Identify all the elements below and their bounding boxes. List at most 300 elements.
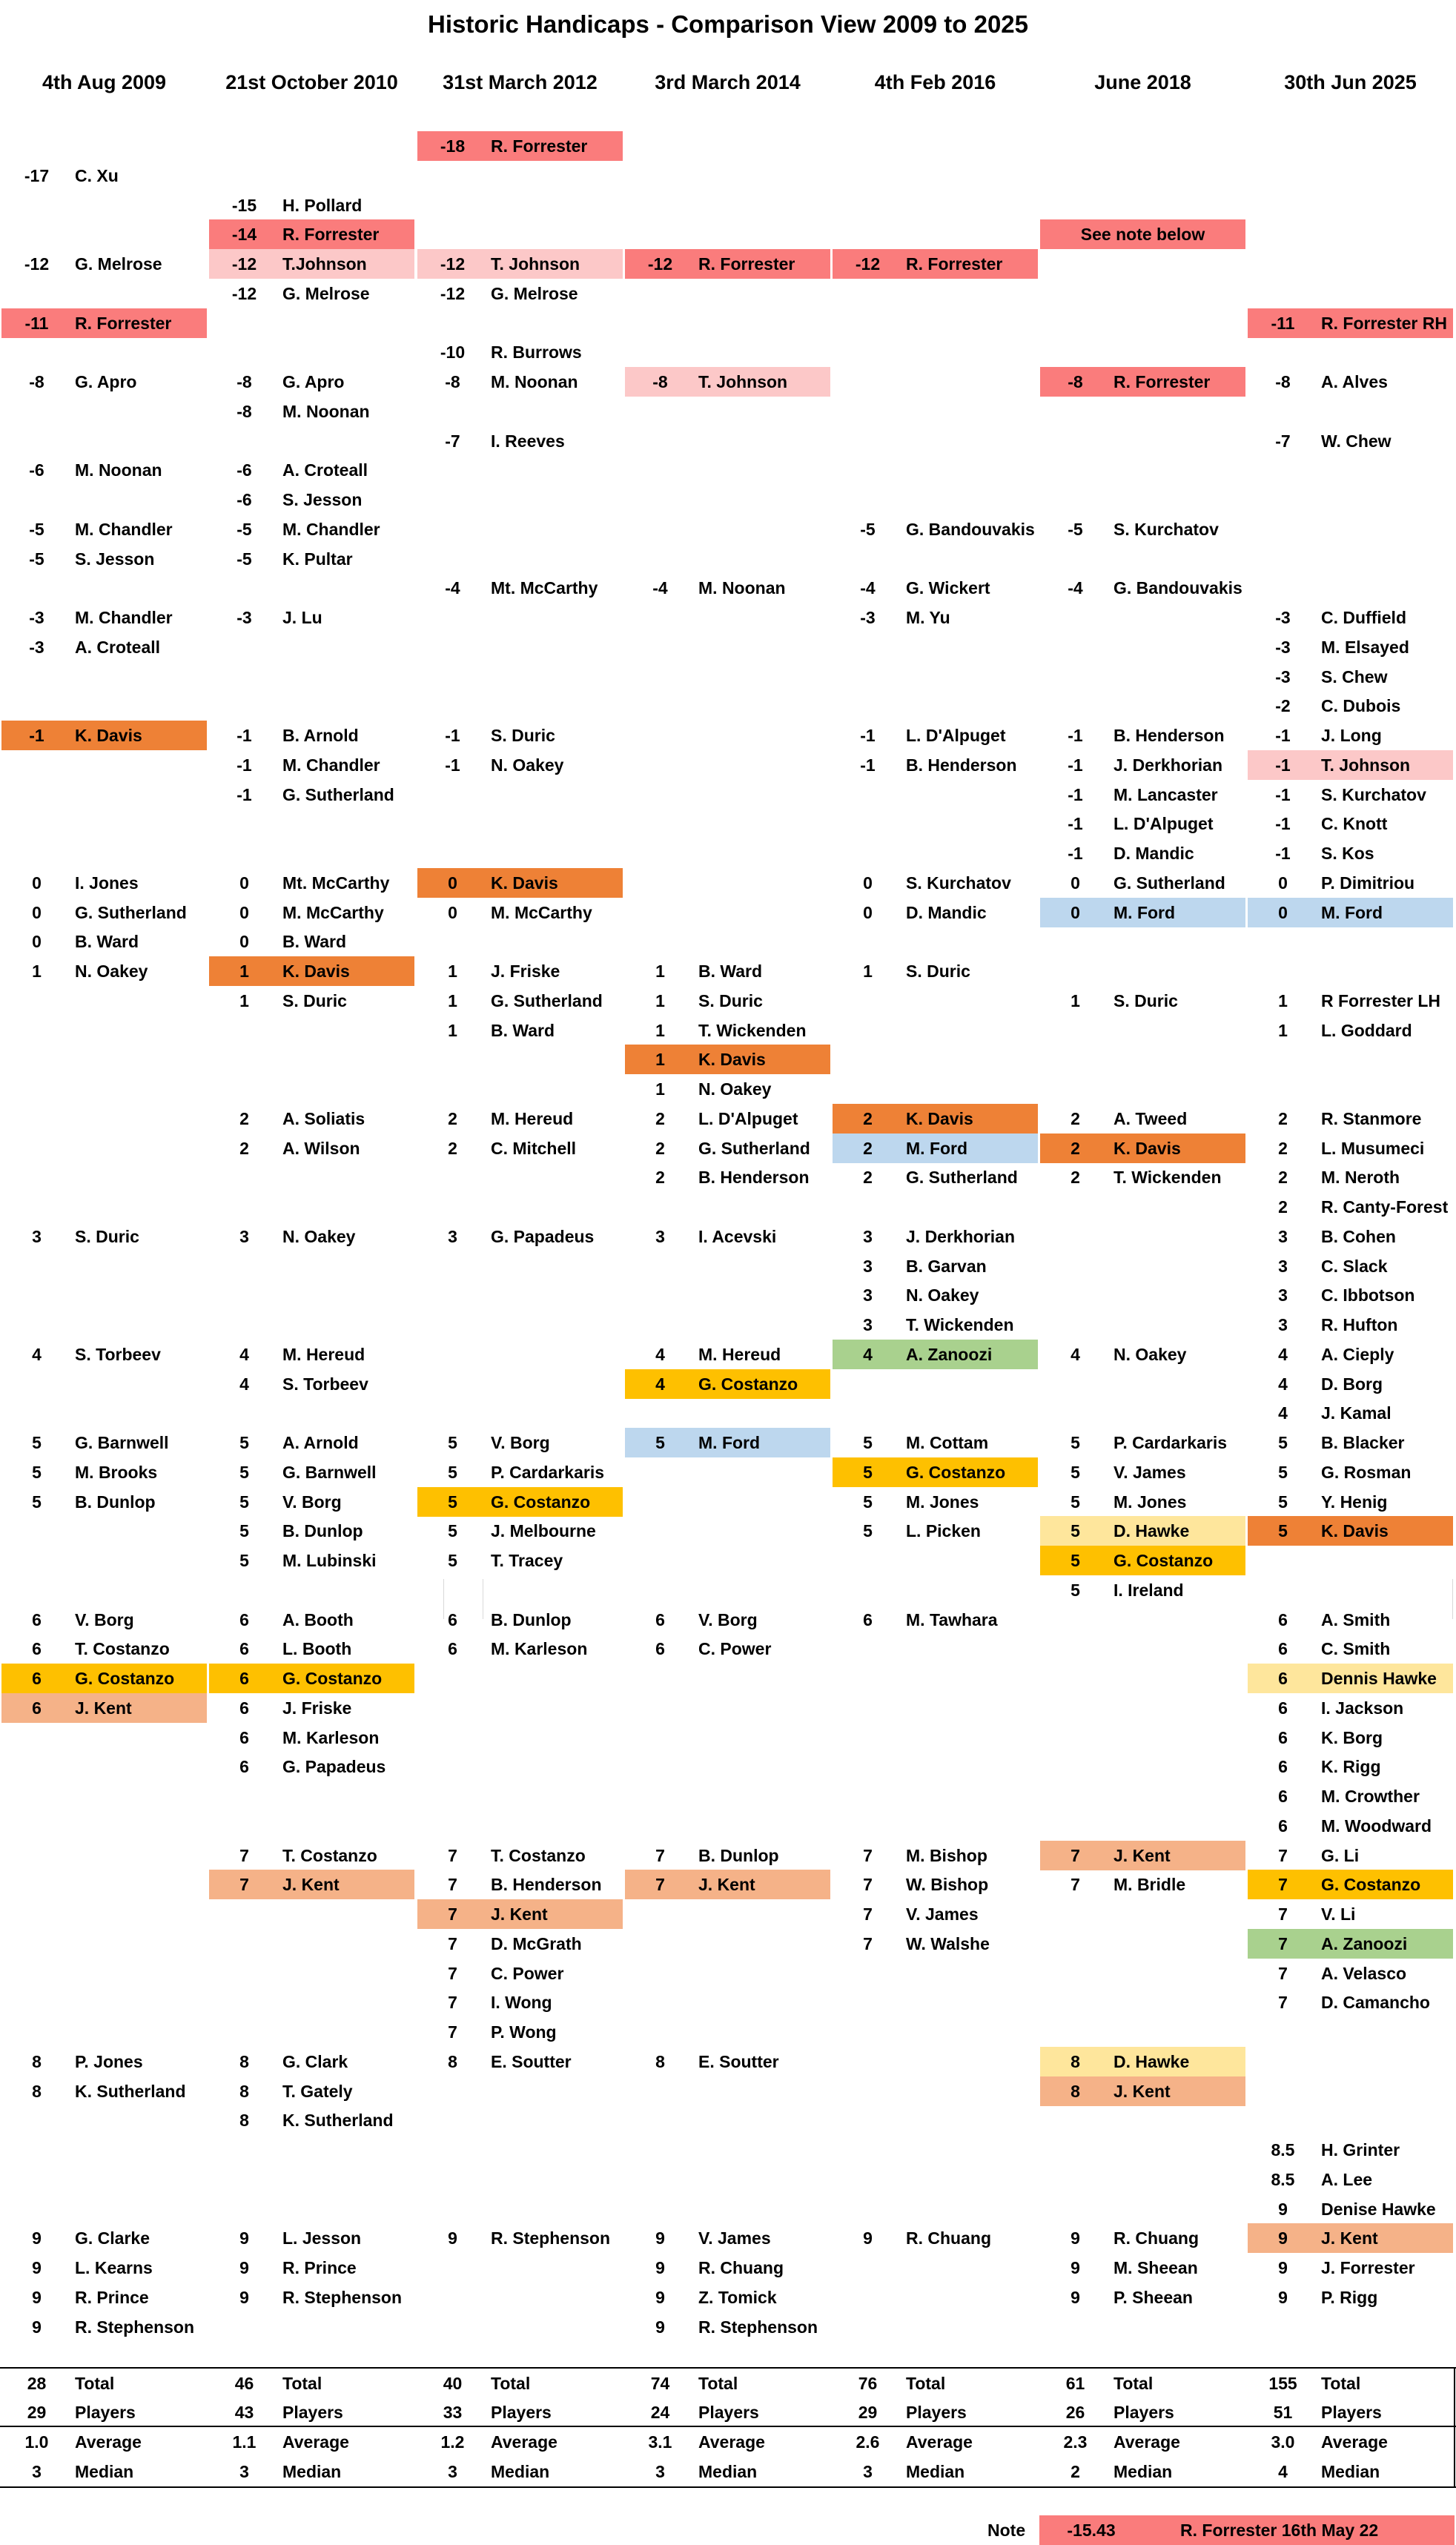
entry-player: M. Yu	[906, 608, 950, 627]
entry-player: D. Mandic	[1113, 844, 1194, 863]
entry-handicap: -1	[860, 755, 876, 775]
entry-handicap: 9	[1071, 2258, 1080, 2277]
entry-player: J. Kent	[1113, 2082, 1171, 2101]
summary-value: 2	[1071, 2462, 1080, 2481]
column-header: 30th Jun 2025	[1284, 71, 1417, 93]
entry-handicap: 8.5	[1271, 2170, 1295, 2189]
handicap-entry	[1, 367, 207, 397]
summary-value: 1.1	[232, 2432, 257, 2452]
summary-total	[209, 2369, 414, 2398]
entry-player: N. Oakey	[698, 1079, 772, 1099]
handicap-entry	[625, 2047, 830, 2076]
entry-handicap: 1	[655, 962, 665, 981]
entry-handicap: 2	[1278, 1168, 1288, 1187]
handicap-entry	[209, 1723, 414, 1753]
entry-player: A. Booth	[282, 1610, 354, 1629]
entry-handicap: -1	[1275, 726, 1291, 745]
entry-player: A. Zanoozi	[906, 1345, 993, 1364]
entry-player: G. Li	[1321, 1846, 1360, 1865]
summary-average	[1, 2427, 207, 2457]
handicap-entry	[1248, 2194, 1453, 2224]
handicap-entry	[209, 1605, 414, 1635]
entry-handicap: 0	[32, 903, 42, 922]
summary-value: 43	[234, 2403, 254, 2422]
handicap-entry	[1248, 1752, 1453, 1781]
entry-player: B. Henderson	[1113, 726, 1225, 745]
entry-player: L. D'Alpuget	[1113, 814, 1214, 833]
entry-handicap: 2	[655, 1109, 665, 1128]
entry-handicap: 6	[448, 1610, 457, 1629]
entry-player: S. Duric	[282, 991, 347, 1010]
summary-label: Total	[282, 2374, 322, 2393]
entry-handicap: 8	[32, 2052, 42, 2071]
entry-handicap: 7	[863, 1904, 873, 1924]
entry-handicap: 6	[1278, 1669, 1288, 1688]
handicap-entry	[417, 131, 623, 161]
entry-handicap: 9	[1071, 2228, 1080, 2248]
handicap-entry	[833, 898, 1038, 927]
handicap-entry	[417, 868, 623, 898]
entry-handicap: -1	[236, 726, 252, 745]
entry-handicap: -1	[445, 755, 460, 775]
entry-player: R. Stanmore	[1321, 1109, 1422, 1128]
handicap-entry	[1248, 898, 1453, 927]
entry-player: A. Tweed	[1113, 1109, 1188, 1128]
handicap-entry	[1, 1457, 207, 1487]
handicap-entry	[417, 367, 623, 397]
cell-separator	[443, 1579, 444, 1619]
entry-handicap: -3	[1275, 638, 1291, 657]
handicap-entry	[1248, 2165, 1453, 2194]
entry-handicap: 7	[1278, 1993, 1288, 2012]
handicap-entry	[833, 750, 1038, 780]
entry-player: R. Stephenson	[698, 2317, 818, 2337]
handicap-entry	[1040, 721, 1245, 750]
entry-player: P. Cardarkaris	[1113, 1433, 1228, 1452]
summary-value: 1.0	[24, 2432, 49, 2452]
handicap-entry	[1248, 1516, 1453, 1546]
summary-label: Players	[1113, 2403, 1174, 2422]
summary-label: Total	[1321, 2374, 1361, 2393]
entry-handicap: 5	[32, 1492, 42, 1512]
summary-value: 24	[650, 2403, 670, 2422]
entry-player: G. Rosman	[1321, 1463, 1412, 1482]
entry-player: D. Borg	[1321, 1374, 1383, 1394]
entry-player: K. Sutherland	[282, 2111, 394, 2130]
entry-handicap: -6	[29, 460, 44, 480]
handicap-entry	[1248, 1781, 1453, 1811]
handicap-entry	[1248, 2135, 1453, 2165]
entry-handicap: 9	[32, 2288, 42, 2307]
summary-median	[417, 2457, 623, 2486]
summary-total	[1040, 2369, 1245, 2398]
entry-player: J. Lu	[282, 608, 322, 627]
entry-handicap: 5	[863, 1492, 873, 1512]
entry-player: M. Ford	[906, 1139, 968, 1158]
handicap-entry	[1248, 1192, 1453, 1222]
handicap-entry	[1248, 1811, 1453, 1841]
summary-value: 61	[1065, 2374, 1085, 2393]
handicap-entry	[417, 750, 623, 780]
note-text: R. Forrester 16th May 22	[1180, 2521, 1379, 2540]
summary-median	[1248, 2457, 1453, 2486]
handicap-entry	[209, 485, 414, 514]
handicap-entry	[1248, 1016, 1453, 1045]
handicap-entry	[833, 1310, 1038, 1340]
entry-handicap: 1	[448, 962, 457, 981]
entry-player: V. James	[698, 2228, 771, 2248]
entry-handicap: 4	[863, 1345, 873, 1364]
entry-handicap: -4	[652, 578, 668, 598]
entry-player: A. Alves	[1321, 372, 1388, 391]
handicap-entry	[833, 1899, 1038, 1929]
entry-handicap: -1	[1068, 814, 1083, 833]
entry-handicap: -12	[440, 254, 466, 274]
entry-player: G. Sutherland	[75, 903, 187, 922]
handicap-entry	[1, 603, 207, 632]
handicap-entry	[1, 1340, 207, 1369]
entry-handicap: 4	[1071, 1345, 1080, 1364]
entry-handicap: 5	[1071, 1521, 1080, 1540]
entry-handicap: 7	[863, 1875, 873, 1894]
entry-player: N. Oakey	[491, 755, 564, 775]
handicap-entry	[833, 1104, 1038, 1133]
handicap-entry	[1248, 750, 1453, 780]
entry-handicap: 5	[239, 1521, 249, 1540]
entry-player: V. Borg	[491, 1433, 550, 1452]
entry-handicap: 6	[1278, 1698, 1288, 1718]
entry-handicap: -1	[236, 755, 252, 775]
handicap-entry	[209, 721, 414, 750]
entry-player: G. Apro	[282, 372, 345, 391]
handicap-entry	[209, 1516, 414, 1546]
table-border	[0, 2426, 1456, 2427]
entry-player: R. Forrester	[906, 254, 1003, 274]
entry-handicap: 0	[448, 903, 457, 922]
handicap-entry	[417, 1133, 623, 1163]
entry-player: N. Oakey	[282, 1227, 356, 1246]
handicap-entry	[1248, 1398, 1453, 1428]
entry-player: T. Tracey	[491, 1551, 563, 1570]
summary-value: 1.2	[440, 2432, 465, 2452]
entry-handicap: 5	[448, 1492, 457, 1512]
entry-handicap: 1	[655, 1050, 665, 1069]
entry-player: S. Duric	[1113, 991, 1178, 1010]
summary-average	[625, 2427, 830, 2457]
summary-players	[1040, 2397, 1245, 2427]
entry-player: M. Neroth	[1321, 1168, 1400, 1187]
entry-handicap: 6	[1278, 1639, 1288, 1658]
cell-separator	[1452, 1579, 1453, 1619]
entry-player: R Forrester LH	[1321, 991, 1441, 1010]
handicap-entry	[1248, 1162, 1453, 1192]
handicap-entry	[417, 1605, 623, 1635]
handicap-entry	[417, 426, 623, 456]
entry-handicap: 5	[863, 1433, 873, 1452]
entry-player: R. Forrester	[1113, 372, 1211, 391]
handicap-entry	[1040, 219, 1245, 249]
column-header: 4th Aug 2009	[42, 71, 167, 93]
entry-player: T. Wickenden	[906, 1315, 1014, 1334]
handicap-entry	[209, 2047, 414, 2076]
handicap-entry	[1040, 1870, 1245, 1899]
note-value: -15.43	[1067, 2521, 1116, 2540]
handicap-entry	[1040, 1340, 1245, 1369]
entry-player: B. Dunlop	[698, 1846, 779, 1865]
handicap-entry	[209, 603, 414, 632]
handicap-entry	[209, 455, 414, 485]
entry-handicap: 5	[32, 1463, 42, 1482]
entry-handicap: 2	[1278, 1139, 1288, 1158]
entry-player: Dennis Hawke	[1321, 1669, 1437, 1688]
entry-handicap: 2	[239, 1139, 249, 1158]
handicap-entry	[417, 721, 623, 750]
entry-handicap: 6	[239, 1669, 249, 1688]
entry-handicap: -17	[24, 166, 50, 185]
summary-value: 28	[27, 2374, 47, 2393]
handicap-entry	[625, 986, 830, 1016]
entry-player: K. Pultar	[282, 549, 353, 569]
entry-player: S. Duric	[906, 962, 970, 981]
entry-handicap: 0	[1278, 873, 1288, 893]
entry-player: B. Ward	[698, 962, 763, 981]
entry-player: J. Kent	[75, 1698, 132, 1718]
entry-handicap: 4	[1278, 1374, 1288, 1394]
entry-handicap: -5	[236, 520, 252, 539]
handicap-entry	[209, 1693, 414, 1723]
entry-handicap: 1	[863, 962, 873, 981]
entry-player: R. Forrester RH	[1321, 314, 1447, 333]
entry-handicap: 6	[1278, 1610, 1288, 1629]
entry-player: G. Clarke	[75, 2228, 150, 2248]
entry-player: J. Kent	[491, 1904, 548, 1924]
entry-player: T. Johnson	[698, 372, 788, 391]
entry-player: V. Borg	[75, 1610, 134, 1629]
entry-player: G. Barnwell	[282, 1463, 377, 1482]
entry-player: K. Davis	[491, 873, 558, 893]
handicap-entry	[1248, 1870, 1453, 1899]
handicap-entry	[1248, 2253, 1453, 2283]
entry-handicap: 3	[863, 1257, 873, 1276]
handicap-entry	[209, 927, 414, 956]
summary-label: Median	[1113, 2462, 1173, 2481]
entry-player: M. Woodward	[1321, 1816, 1432, 1836]
entry-player: G. Costanzo	[1113, 1551, 1214, 1570]
handicap-entry	[1, 2047, 207, 2076]
entry-handicap: -1	[1068, 844, 1083, 863]
handicap-entry	[625, 2223, 830, 2253]
handicap-entry	[1248, 1340, 1453, 1369]
handicap-entry	[1040, 868, 1245, 898]
handicap-entry	[1040, 809, 1245, 838]
entry-handicap: 0	[863, 873, 873, 893]
entry-player: M. Jones	[1113, 1492, 1187, 1512]
handicap-entry	[1, 1664, 207, 1693]
summary-value: 29	[858, 2403, 878, 2422]
entry-player: M. Lubinski	[282, 1551, 377, 1570]
summary-value: 2.3	[1063, 2432, 1088, 2452]
entry-player: C. Ibbotson	[1321, 1285, 1415, 1305]
entry-player: C. Duffield	[1321, 608, 1406, 627]
entry-handicap: 2	[655, 1139, 665, 1158]
entry-handicap: 1	[448, 1021, 457, 1040]
entry-player: P. Wong	[491, 2022, 557, 2042]
handicap-entry	[1248, 1487, 1453, 1517]
entry-handicap: 0	[1278, 903, 1288, 922]
entry-handicap: 2	[655, 1168, 665, 1187]
summary-label: Median	[282, 2462, 342, 2481]
column-header: 4th Feb 2016	[874, 71, 996, 93]
entry-handicap: -5	[236, 549, 252, 569]
entry-player: P. Cardarkaris	[491, 1463, 605, 1482]
entry-handicap: 7	[239, 1875, 249, 1894]
entry-handicap: 7	[448, 2022, 457, 2042]
summary-value: 3.1	[648, 2432, 672, 2452]
entry-handicap: -5	[29, 520, 44, 539]
entry-handicap: -5	[860, 520, 876, 539]
entry-handicap: 9	[1278, 2228, 1288, 2248]
entry-handicap: -3	[29, 608, 44, 627]
handicap-entry	[1248, 1723, 1453, 1753]
summary-value: 3	[32, 2462, 42, 2481]
handicap-entry	[209, 2283, 414, 2312]
handicap-entry	[1040, 1457, 1245, 1487]
summary-total	[1, 2369, 207, 2398]
handicap-entry	[209, 1104, 414, 1133]
entry-player: S. Jesson	[282, 490, 363, 509]
entry-player: M. Sheean	[1113, 2258, 1198, 2277]
entry-handicap: 9	[1071, 2288, 1080, 2307]
entry-player: B. Cohen	[1321, 1227, 1396, 1246]
handicap-entry	[417, 1988, 623, 2017]
entry-player: V. James	[1113, 1463, 1186, 1482]
handicap-entry	[417, 1016, 623, 1045]
entry-player: Y. Henig	[1321, 1492, 1388, 1512]
handicap-entry	[625, 1016, 830, 1045]
entry-player: R. Prince	[282, 2258, 357, 2277]
handicap-entry	[833, 1162, 1038, 1192]
entry-handicap: 0	[32, 873, 42, 893]
entry-handicap: 3	[1278, 1227, 1288, 1246]
entry-handicap: 3	[448, 1227, 457, 1246]
entry-player: G. Bandouvakis	[1113, 578, 1242, 598]
entry-player: N. Oakey	[75, 962, 148, 981]
handicap-entry	[417, 1959, 623, 1988]
entry-player: R. Chuang	[1113, 2228, 1199, 2248]
entry-player: N. Oakey	[906, 1285, 979, 1305]
handicap-entry	[625, 1074, 830, 1104]
entry-player: T. Wickenden	[1113, 1168, 1222, 1187]
entry-handicap: -1	[236, 785, 252, 804]
handicap-entry	[417, 956, 623, 986]
handicap-entry	[833, 1251, 1038, 1281]
entry-handicap: 5	[32, 1433, 42, 1452]
entry-handicap: 9	[448, 2228, 457, 2248]
entry-handicap: 4	[655, 1374, 665, 1394]
entry-handicap: 6	[32, 1669, 42, 1688]
summary-total	[417, 2369, 623, 2398]
entry-player: G. Sutherland	[491, 991, 603, 1010]
entry-handicap: 7	[239, 1846, 249, 1865]
summary-label: Total	[75, 2374, 115, 2393]
entry-handicap: 9	[239, 2288, 249, 2307]
entry-player: J. Long	[1321, 726, 1382, 745]
entry-player: R. Burrows	[491, 342, 582, 362]
handicap-entry	[1040, 2253, 1245, 2283]
entry-player: G. Sutherland	[906, 1168, 1018, 1187]
handicap-entry	[209, 1340, 414, 1369]
handicap-entry	[1248, 1251, 1453, 1281]
entry-player: M. Karleson	[491, 1639, 588, 1658]
handicap-entry	[417, 1104, 623, 1133]
entry-player: K. Borg	[1321, 1728, 1383, 1747]
entry-handicap: -1	[29, 726, 44, 745]
summary-label: Average	[698, 2432, 765, 2452]
handicap-entry	[1248, 868, 1453, 898]
handicap-entry	[1248, 1841, 1453, 1870]
entry-player: R. Forrester	[698, 254, 795, 274]
summary-label: Players	[491, 2403, 552, 2422]
handicap-entry	[833, 603, 1038, 632]
entry-handicap: 5	[239, 1433, 249, 1452]
entry-handicap: 8	[1071, 2052, 1080, 2071]
summary-label: Median	[75, 2462, 134, 2481]
entry-player: M. Elsayed	[1321, 638, 1409, 657]
handicap-entry	[833, 956, 1038, 986]
entry-handicap: 6	[32, 1698, 42, 1718]
entry-player: T. Gately	[282, 2082, 353, 2101]
entry-handicap: 5	[1278, 1521, 1288, 1540]
summary-players	[209, 2397, 414, 2427]
entry-handicap: 4	[239, 1374, 249, 1394]
entry-handicap: 8	[448, 2052, 457, 2071]
entry-handicap: -3	[1275, 608, 1291, 627]
entry-player: C. Smith	[1321, 1639, 1391, 1658]
handicap-entry	[1040, 1841, 1245, 1870]
entry-handicap: -1	[860, 726, 876, 745]
entry-handicap: -12	[440, 284, 466, 303]
entry-handicap: 2	[239, 1109, 249, 1128]
entry-player: Mt. McCarthy	[491, 578, 598, 598]
entry-player: I. Ireland	[1113, 1581, 1184, 1600]
handicap-entry	[1248, 1428, 1453, 1457]
entry-player: M. Hereud	[491, 1109, 574, 1128]
handicap-entry	[209, 397, 414, 426]
handicap-entry	[209, 1841, 414, 1870]
entry-handicap: 5	[863, 1463, 873, 1482]
handicap-entry	[209, 2253, 414, 2283]
entry-handicap: 0	[1071, 903, 1080, 922]
entry-handicap: 0	[239, 903, 249, 922]
entry-player: A. Velasco	[1321, 1964, 1407, 1983]
entry-handicap: 0	[239, 932, 249, 951]
handicap-entry	[833, 573, 1038, 603]
handicap-entry	[1248, 1104, 1453, 1133]
summary-label: Median	[1321, 2462, 1380, 2481]
entry-player: A. Wilson	[282, 1139, 360, 1158]
entry-player: J. Derkhorian	[1113, 755, 1222, 775]
entry-handicap: 7	[1071, 1846, 1080, 1865]
entry-handicap: -11	[24, 314, 49, 333]
entry-player: K. Davis	[282, 962, 350, 981]
summary-label: Total	[906, 2374, 946, 2393]
handicap-entry	[209, 249, 414, 279]
handicap-entry	[417, 1546, 623, 1575]
handicap-entry	[209, 1752, 414, 1781]
handicap-entry	[209, 1457, 414, 1487]
entry-handicap: 3	[1278, 1315, 1288, 1334]
entry-handicap: 7	[1278, 1875, 1288, 1894]
